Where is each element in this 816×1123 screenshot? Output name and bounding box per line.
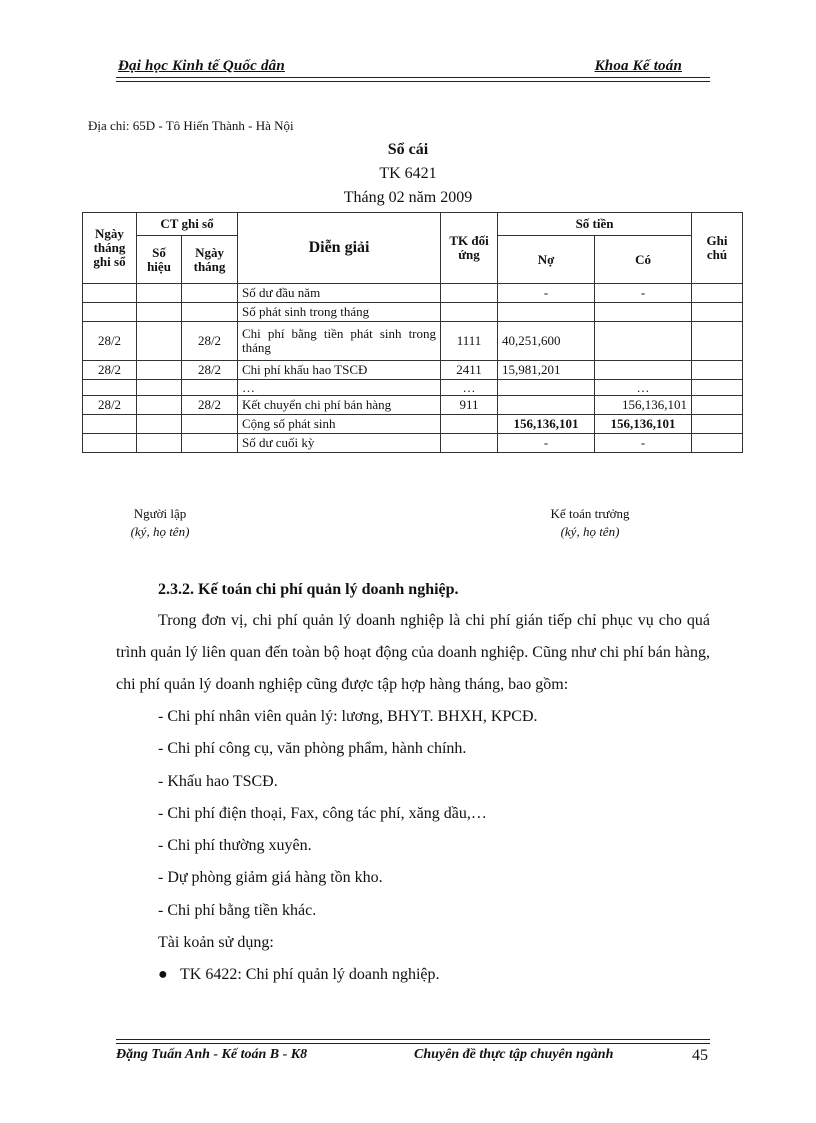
- page-header: [116, 58, 710, 78]
- header-debit: Nợ: [498, 236, 595, 284]
- signature-preparer: [110, 506, 210, 540]
- page-footer: [116, 1047, 710, 1067]
- list-item: - Dự phòng giảm giá hàng tồn kho.: [158, 869, 383, 887]
- list-item: - Chi phí công cụ, văn phòng phẩm, hành chính.: [158, 740, 467, 758]
- header-voucher-no: Số hiệu: [137, 236, 182, 284]
- header-amount: Số tiền: [498, 213, 692, 236]
- list-item: - Chi phí điện thoại, Fax, công tác phí, xăng dầu,…: [158, 804, 487, 822]
- ledger-period: Tháng 02 năm 2009: [343, 189, 473, 206]
- table-row: Số dư cuối kỳ - -: [83, 434, 743, 453]
- bullet-text: TK 6422: Chi phí quản lý doanh nghiệp.: [180, 966, 440, 984]
- list-item: - Khấu hao TSCĐ.: [158, 772, 278, 790]
- signature-chief-role: Kế toán trưởng: [550, 506, 630, 521]
- table-row: 28/2 28/2 Chi phí khấu hao TSCĐ 2411 15,981,201: [83, 361, 743, 380]
- table-row: Số dư đầu năm - -: [83, 284, 743, 303]
- table-row-total: Cộng số phát sinh 156,136,101 156,136,101: [83, 415, 743, 434]
- ledger-table: [82, 212, 743, 453]
- company-address: Địa chỉ: 65D - Tô Hiến Thành - Hà Nội: [88, 118, 294, 133]
- header-rule-thin: [116, 81, 710, 82]
- header-date: Ngày tháng ghi sổ: [83, 213, 137, 284]
- ledger-title: Sổ cái: [387, 141, 429, 158]
- accounts-label: Tài koản sử dụng:: [158, 934, 274, 952]
- header-description: Diễn giải: [238, 213, 441, 284]
- header-credit: Có: [595, 236, 692, 284]
- table-row: Số phát sinh trong tháng: [83, 303, 743, 322]
- header-faculty: Khoa Kế toán: [594, 58, 682, 74]
- list-item: - Chi phí nhân viên quản lý: lương, BHYT. BHXH, KPCĐ.: [158, 708, 538, 725]
- table-row: … … …: [83, 380, 743, 396]
- signature-preparer-role: Người lập: [133, 506, 187, 521]
- signature-preparer-note: (ký, họ tên): [130, 524, 190, 539]
- header-note: Ghi chú: [692, 213, 743, 284]
- header-voucher: CT ghi sổ: [137, 213, 238, 236]
- header-contra-account: TK đối ứng: [441, 213, 498, 284]
- bullet-item: [116, 959, 710, 991]
- section-body: [116, 574, 710, 991]
- ledger-account: TK 6421: [379, 165, 437, 182]
- header-university: Đại học Kinh tế Quốc dân: [118, 58, 285, 74]
- bullet-dot-icon: ●: [158, 966, 168, 984]
- section-heading: 2.3.2. Kế toán chi phí quản lý doanh nghiệp.: [158, 581, 459, 598]
- signature-chief-note: (ký, họ tên): [560, 524, 620, 539]
- footer-author: Đặng Tuấn Anh - Kế toán B - K8: [116, 1047, 308, 1062]
- section-paragraph: Trong đơn vị, chi phí quản lý doanh nghiệp là chi phí gián tiếp chỉ phục vụ cho quá trình quản lý liên quan đến toàn bộ hoạt động của doanh nghiệp. Cũng như chi phí bán hàng, chi phí quản lý doanh nghiệp cũng được tập hợp hàng tháng, bao gồm:: [116, 612, 710, 693]
- footer-report-title: Chuyên đề thực tập chuyên ngành: [414, 1047, 614, 1062]
- table-row: 28/2 28/2 Chi phí bằng tiền phát sinh trong tháng 1111 40,251,600: [83, 322, 743, 361]
- header-voucher-date: Ngày tháng: [182, 236, 238, 284]
- header-rule: [116, 77, 710, 78]
- footer-rule-thin: [116, 1039, 710, 1040]
- footer-rule: [116, 1043, 710, 1044]
- table-row: 28/2 28/2 Kết chuyển chi phí bán hàng 911 156,136,101: [83, 396, 743, 415]
- list-item: - Chi phí thường xuyên.: [158, 837, 312, 855]
- page-number: 45: [692, 1047, 708, 1064]
- list-item: - Chi phí bằng tiền khác.: [158, 901, 317, 919]
- signature-chief-accountant: [520, 506, 660, 540]
